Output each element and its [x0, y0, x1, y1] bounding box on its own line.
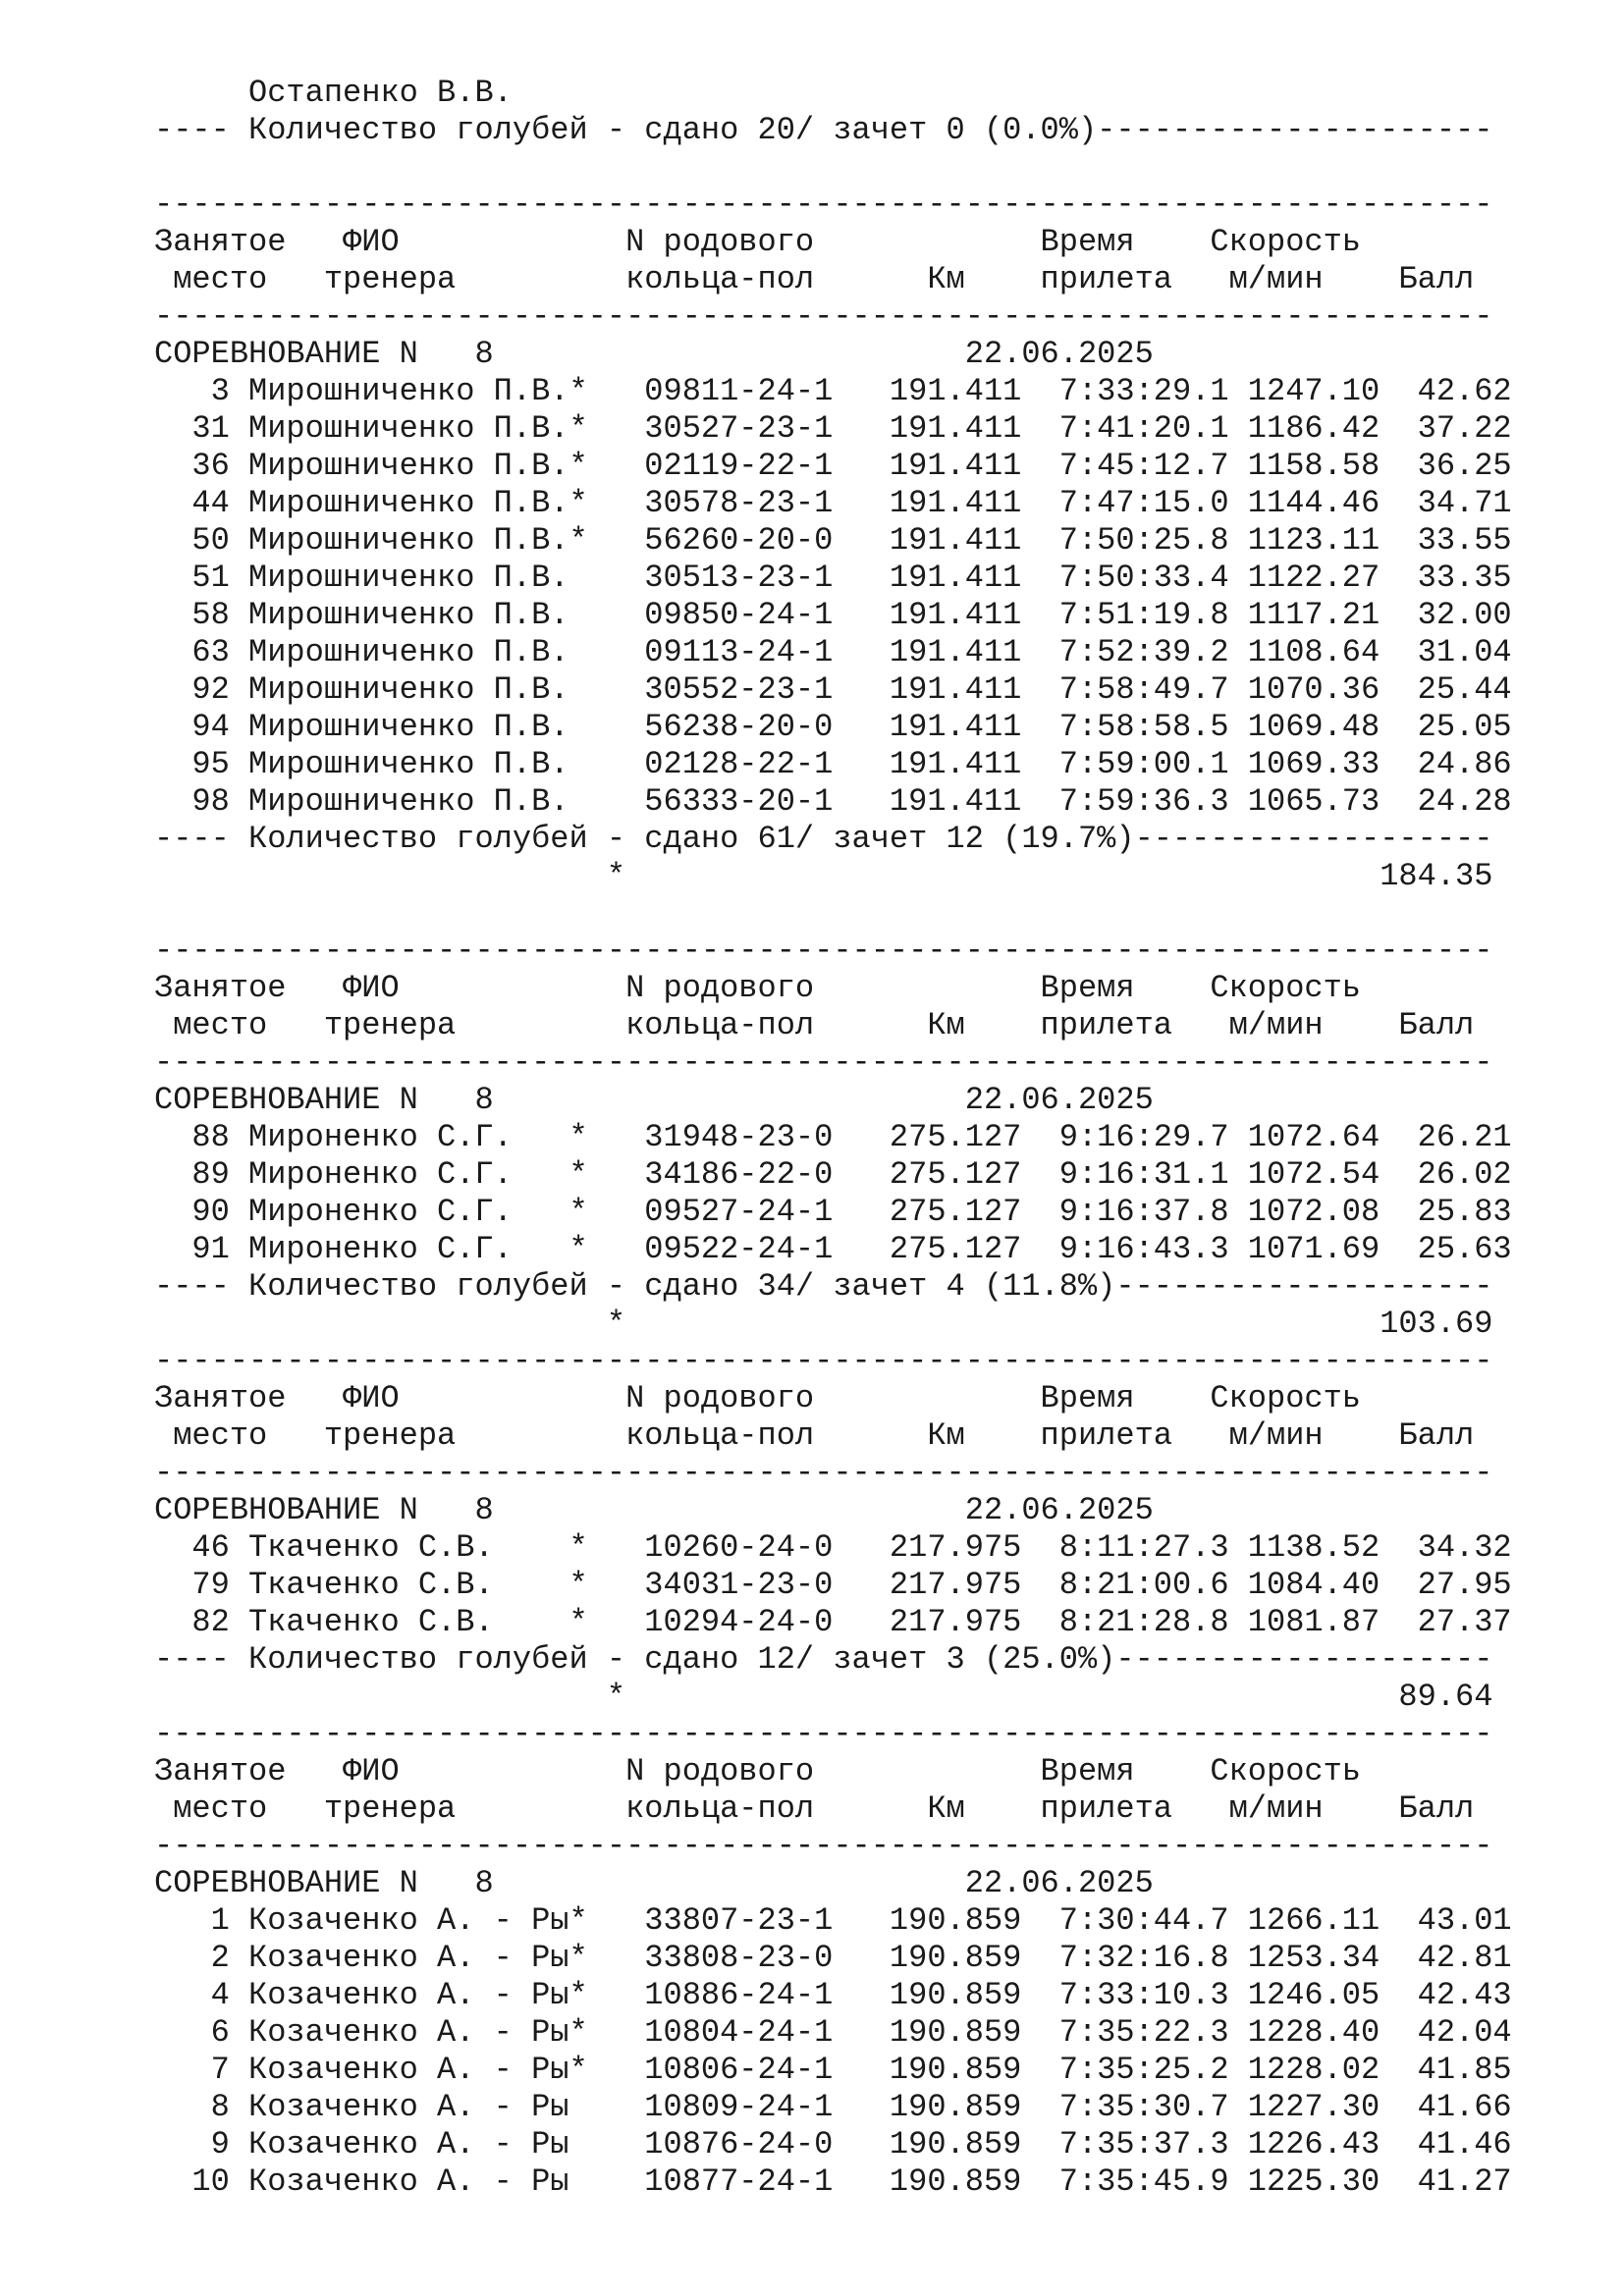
report-line: место тренера кольца-пол Км прилета м/мин Балл	[154, 1790, 1475, 1827]
report-line: 2 Козаченко А. - Ры* 33808-23-0 190.859 7:32:16.8 1253.34 42.81	[154, 1940, 1512, 1976]
report-line: 58 Мирошниченко П.В. 09850-24-1 191.411 7:51:19.8 1117.21 32.00	[154, 597, 1512, 633]
report-line: -----------------------------------------------------------------------	[154, 298, 1493, 335]
report-line: -----------------------------------------------------------------------	[154, 1828, 1493, 1864]
report-line: ---- Количество голубей - сдано 20/ зачет 0 (0.0%)---------------------	[154, 112, 1493, 148]
report-line: СОРЕВНОВАНИЕ N 8 22.06.2025	[154, 1492, 1154, 1528]
report-line: 31 Мирошниченко П.В.* 30527-23-1 191.411 7:41:20.1 1186.42 37.22	[154, 410, 1512, 447]
report-line: 9 Козаченко А. - Ры 10876-24-0 190.859 7:35:37.3 1226.43 41.46	[154, 2126, 1512, 2163]
report-line: Занятое ФИО N родового Время Скорость	[154, 970, 1361, 1006]
report-line: 63 Мирошниченко П.В. 09113-24-1 191.411 7:52:39.2 1108.64 31.04	[154, 634, 1512, 670]
report-line: 44 Мирошниченко П.В.* 30578-23-1 191.411 7:47:15.0 1144.46 34.71	[154, 485, 1512, 521]
report-line: место тренера кольца-пол Км прилета м/мин Балл	[154, 1417, 1475, 1454]
report-line: * 89.64	[154, 1679, 1493, 1715]
report-line: место тренера кольца-пол Км прилета м/мин Балл	[154, 1007, 1475, 1043]
report-line: -----------------------------------------------------------------------	[154, 187, 1493, 223]
report-line	[154, 895, 1588, 933]
report-line: 88 Мироненко С.Г. * 31948-23-0 275.127 9:16:29.7 1072.64 26.21	[154, 1119, 1512, 1155]
report-line: место тренера кольца-пол Км прилета м/мин Балл	[154, 261, 1475, 297]
report-line: ---- Количество голубей - сдано 34/ зачет 4 (11.8%)--------------------	[154, 1268, 1493, 1305]
report-line: 92 Мирошниченко П.В. 30552-23-1 191.411 7:58:49.7 1070.36 25.44	[154, 671, 1512, 708]
report-line: 79 Ткаченко С.В. * 34031-23-0 217.975 8:21:00.6 1084.40 27.95	[154, 1567, 1512, 1603]
report-line: Занятое ФИО N родового Время Скорость	[154, 1380, 1361, 1416]
report-line: 90 Мироненко С.Г. * 09527-24-1 275.127 9:16:37.8 1072.08 25.83	[154, 1194, 1512, 1230]
report-line: 94 Мирошниченко П.В. 56238-20-0 191.411 7:58:58.5 1069.48 25.05	[154, 709, 1512, 745]
report-line: 91 Мироненко С.Г. * 09522-24-1 275.127 9:16:43.3 1071.69 25.63	[154, 1231, 1512, 1267]
report-line: СОРЕВНОВАНИЕ N 8 22.06.2025	[154, 1865, 1154, 1901]
report-line: 50 Мирошниченко П.В.* 56260-20-0 191.411 7:50:25.8 1123.11 33.55	[154, 522, 1512, 559]
report-line: 46 Ткаченко С.В. * 10260-24-0 217.975 8:11:27.3 1138.52 34.32	[154, 1529, 1512, 1566]
report-line: 8 Козаченко А. - Ры 10809-24-1 190.859 7:35:30.7 1227.30 41.66	[154, 2089, 1512, 2125]
report-line: Занятое ФИО N родового Время Скорость	[154, 1753, 1361, 1789]
report-document	[154, 75, 1588, 2201]
report-line: 89 Мироненко С.Г. * 34186-22-0 275.127 9:16:31.1 1072.54 26.02	[154, 1156, 1512, 1193]
report-line: 7 Козаченко А. - Ры* 10806-24-1 190.859 7:35:25.2 1228.02 41.85	[154, 2052, 1512, 2088]
report-line: 98 Мирошниченко П.В. 56333-20-1 191.411 7:59:36.3 1065.73 24.28	[154, 783, 1512, 820]
report-line: 10 Козаченко А. - Ры 10877-24-1 190.859 7:35:45.9 1225.30 41.27	[154, 2163, 1512, 2200]
report-line: СОРЕВНОВАНИЕ N 8 22.06.2025	[154, 336, 1154, 372]
report-line: 6 Козаченко А. - Ры* 10804-24-1 190.859 7:35:22.3 1228.40 42.04	[154, 2014, 1512, 2051]
report-line: 95 Мирошниченко П.В. 02128-22-1 191.411 7:59:00.1 1069.33 24.86	[154, 746, 1512, 782]
report-line: ---- Количество голубей - сдано 12/ зачет 3 (25.0%)--------------------	[154, 1641, 1493, 1678]
report-line: 36 Мирошниченко П.В.* 02119-22-1 191.411 7:45:12.7 1158.58 36.25	[154, 448, 1512, 484]
report-line: Остапенко В.В.	[154, 75, 513, 111]
report-line: * 184.35	[154, 858, 1493, 894]
report-line: * 103.69	[154, 1306, 1493, 1342]
report-line	[154, 149, 1588, 187]
report-line: 1 Козаченко А. - Ры* 33807-23-1 190.859 7:30:44.7 1266.11 43.01	[154, 1902, 1512, 1939]
report-line: 51 Мирошниченко П.В. 30513-23-1 191.411 7:50:33.4 1122.27 33.35	[154, 560, 1512, 596]
report-line: 3 Мирошниченко П.В.* 09811-24-1 191.411 7:33:29.1 1247.10 42.62	[154, 373, 1512, 409]
report-line: -----------------------------------------------------------------------	[154, 1044, 1493, 1081]
report-line: -----------------------------------------------------------------------	[154, 933, 1493, 969]
report-line: ---- Количество голубей - сдано 61/ зачет 12 (19.7%)-------------------	[154, 821, 1493, 857]
report-line: -----------------------------------------------------------------------	[154, 1455, 1493, 1491]
report-line: 82 Ткаченко С.В. * 10294-24-0 217.975 8:21:28.8 1081.87 27.37	[154, 1604, 1512, 1640]
report-line: -----------------------------------------------------------------------	[154, 1343, 1493, 1379]
report-line: 4 Козаченко А. - Ры* 10886-24-1 190.859 7:33:10.3 1246.05 42.43	[154, 1977, 1512, 2013]
report-line: Занятое ФИО N родового Время Скорость	[154, 224, 1361, 260]
report-line: СОРЕВНОВАНИЕ N 8 22.06.2025	[154, 1082, 1154, 1118]
report-line: -----------------------------------------------------------------------	[154, 1716, 1493, 1752]
